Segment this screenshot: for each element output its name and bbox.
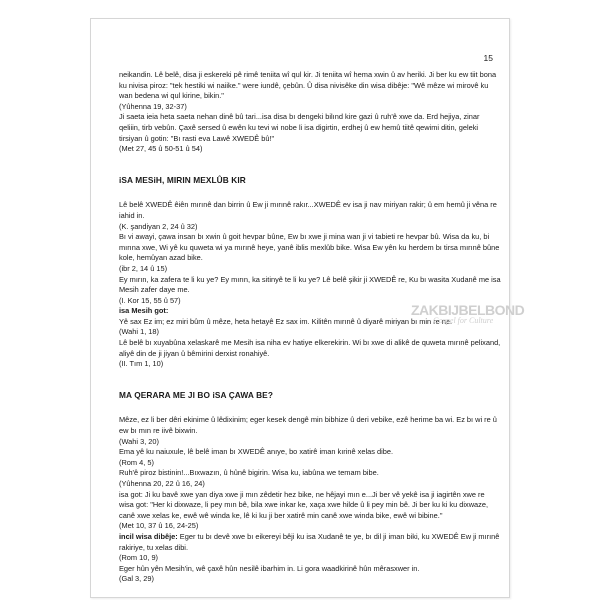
paragraph: neikandin. Lê belê, disa ji eskereki pê rimê teniita wî qul kir. Ji teniita wî hema xwin û av heriki. Ji ber ku ew tiit bona ku nivisa piroz: "tek hestiki wi naiike." were iundê, çebûn. Û disa nivisêke din wisa dibêje: "Wê mêze wi mirovê ku wan bedena wi qul kirine, bikin." [119,70,499,101]
scripture-reference: (Rom 4, 5) [119,457,154,467]
text-blocks [119,70,501,585]
labeled-paragraph [119,532,501,553]
paragraph: Bı vi awayi, çawa insan bı xwin û goit hevpar bûne, Ew bı xwe ji mina wan ji vi tabieti re hevpar bû. Wisa da ku, bi mırına xwe, Wi yê ku quweta wi ya mırınê heye, yanê iblis mexlûb bike. Wisa Ew yên ku herdem bı tirsa mırınê bûne kole, hemûyan azad bike. [119,232,502,263]
scripture-reference: (Yûhenna 19, 32-37) [119,101,187,111]
scripture-reference: (Met 27, 45 û 50-51 û 54) [119,144,203,154]
paragraph: Ema yê ku naiuxule, lê belê iman bı XWEDÊ anıye, bo xatirê iman kırinê xelas dibe. [119,447,393,457]
paragraph: Mêze, ez li ber dêri ekinime û lêdixinim; eger kesek dengê min bibhize û deri vebike, ezê herime ba wi. Ez bı wi re û ew bı mın re iivê bixwin. [119,415,499,436]
scripture-reference: (Wahi 3, 20) [119,436,159,446]
scripture-reference: (Yûhenna 20, 22 û 16, 24) [119,479,205,488]
scripture-reference: (I. Kor 15, 55 û 57) [119,295,181,305]
paragraph: Ruh'ê piroz bistinin!...Bıxwazın, û hûnê bigirin. Wisa ku, iabûna we temam bibe. [119,468,379,478]
speaker-label: isa Mesih got: [119,306,169,316]
paragraph: Ey mırın, ka zafera te li ku ye? Ey mırın, ka sitinyê te li ku ye? Lê belê şikir ji XWEDÊ re, Ku bı wasita Xudanê me isa Mesih zafer daye me. [119,274,503,295]
page-content [119,19,501,585]
scripture-reference: (K. şandiyan 2, 24 û 32) [119,221,198,231]
paragraph-text: Eger tu bı devê xwe bı eikereyi bêji ku isa Xudanê te ye, bı dil ji iman biki, ku XWEDÊ Ew ji mırınê rakiriye, tu xelas dibi. [119,531,502,552]
scripture-reference: (ibr 2, 14 û 15) [119,263,168,273]
watermark-main: ZAKBIJBELBOND [411,302,525,318]
paragraph: Lê belê XWEDÊ êiên mırınê dan birrin û Ew ji mırınê rakır...XWEDÊ ev isa ji nav miriyan rakir; û em hemû ji vêna re iahid in. [119,200,499,220]
scripture-reference: (Rom 10, 9) [119,553,159,563]
scripture-reference: (Gal 3, 29) [119,574,154,584]
section-heading: iSA MESiH, MIRIN MEXLÛB KIR [119,174,246,185]
paragraph: Lê belê bı xuyabûna xelaskarê me Mesih isa niha ev hatiye elkerekirin. Wi bı xwe di alikê de quweta mırınê pelixand, aliyê din de ji jiyan û bêmirini derxist ronahiyê. [119,338,503,358]
paragraph: Ji saeta ieia heta saeta nehan dinê bû tari...isa disa bı dengeki bilınd kire gazi û ruh'ê xwe da. Erd hejiya, zinar qeliiin, tirb vebûn. Çaxê sersed û ewên ku tevi wi nobe li isa digirtin, erdhej û ew hemû tiitê qewimi ditin, geleki tirsiyan û gotin: "Bı rasti eva Lawê XWEDÊ bû!" [119,112,482,143]
paragraph: Yê sax Ez im; ez miri bûm û mêze, heta hetayê Ez sax im. Kilitên mırınê û diyarê miriyan bı min re ne. [119,316,453,326]
paragraph-label: incil wisa dibêje: [119,531,178,541]
page-number: 15 [483,53,493,63]
paragraph: Eger hûn yên Mesih'in, wê çaxê hûn nesilê ibarhim in. Li gora waadkirinê hûn mêrasxwer in. [119,563,420,573]
scripture-reference: (Met 10, 37 û 16, 24-25) [119,521,199,531]
paragraph: isa got: Ji ku bavê xwe yan diya xwe ji mın zêdetir hez bike, ne hêjayi mın e...Ji ber vê yekê isa ji iagirtên xwe re wisa got: "Her ki dixwaze, li pey mın bê, bila xwe inkar ke, xaça xwe hilde û li pey min bê. Ji ber ku ki ku dixwaze, canê xwe xelas ke, ewê wê winda ke, lê ki ku ji ber xatirê min canê xwe winda bike, ewê wi bibine." [119,489,491,520]
section-heading: MA QERARA ME JI BO iSA ÇAWA BE? [119,389,273,400]
watermark-sub: Gospel for Culture [433,316,494,325]
scripture-reference: (II. Tım 1, 10) [119,359,164,369]
scripture-reference: (Wahi 1, 18) [119,327,159,337]
document-page [90,18,525,598]
